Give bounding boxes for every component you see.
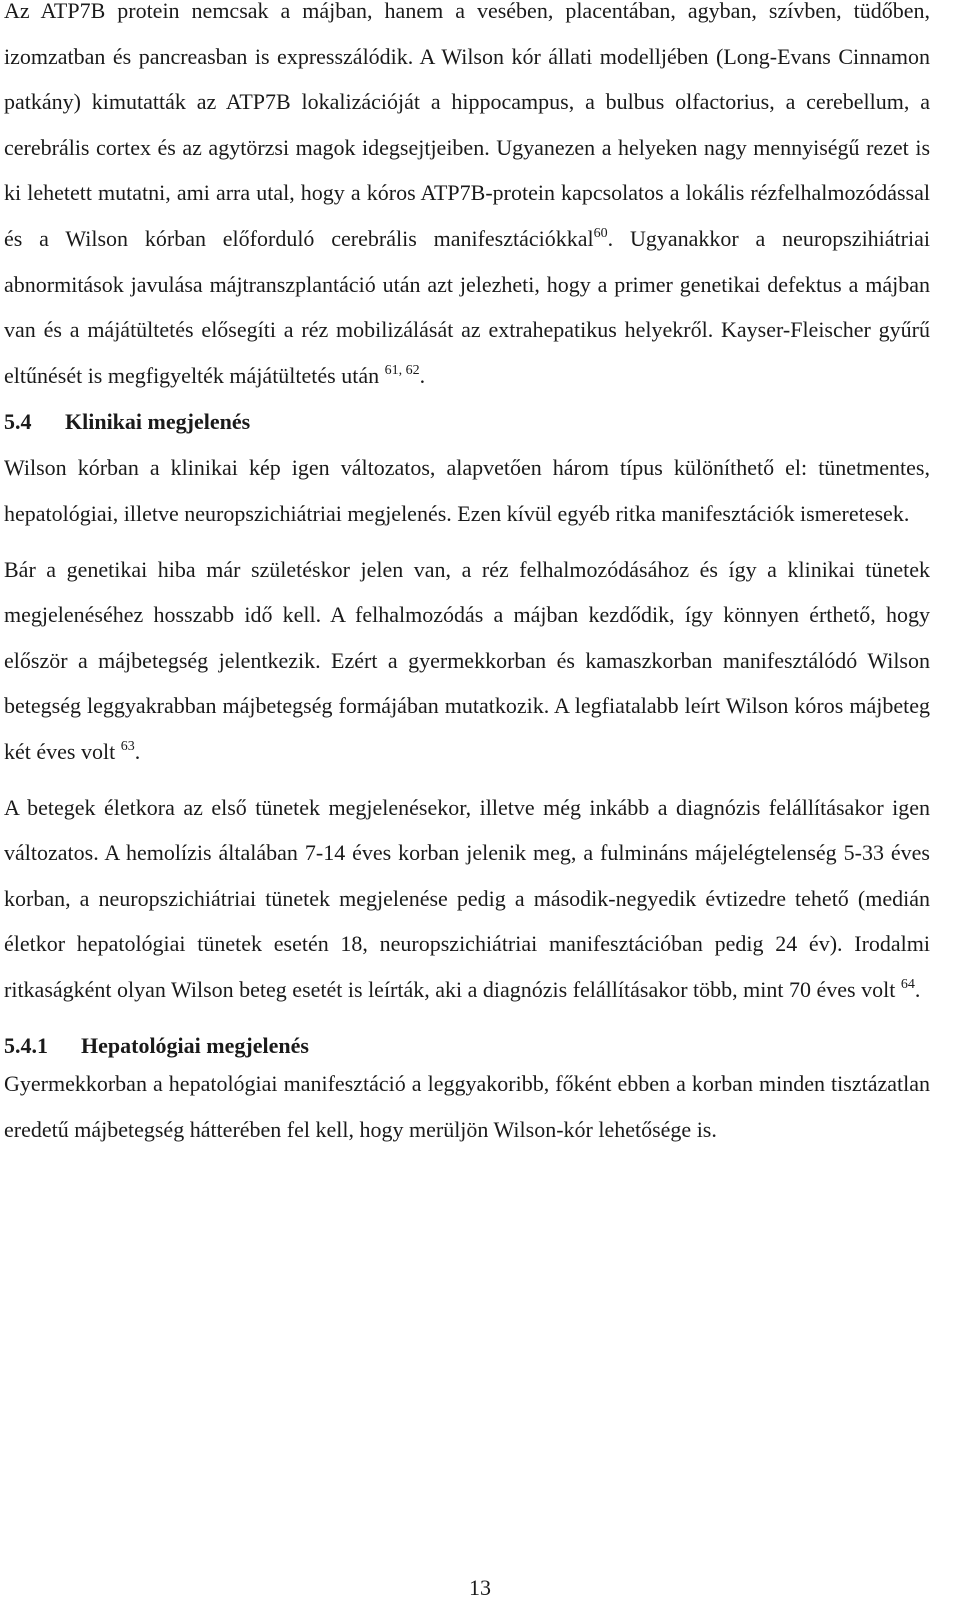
paragraph-text: Az ATP7B protein nemcsak a májban, hanem a vesében, placentában, agyban, szívben, tüdőben, izomzatban és pancreasban is expresszálódik. A Wilson kór állati modelljében (Long-Evans Cinnamon patkány) kimutatták az ATP7B lokalizációját a hippocampus, a bulbus olfactorius, a cerebellum, a cerebrális cortex és az agytörzsi magok idegsejtjeiben. Ugyanezen a helyeken nagy mennyiségű rezet is ki lehetett mutatni, ami arra utal, hogy a kóros ATP7B-protein kapcsolatos a lokális rézfelhalmozódással és a Wilson kórban előforduló cerebrális manifesztációkkal (4, 0, 930, 251)
paragraph-text: Gyermekkorban a hepatológiai manifesztáció a leggyakoribb, főként ebben a korban minden tisztázatlan eredetű májbetegség hátterében fel kell, hogy merüljön Wilson-kór lehetősége is. (4, 1071, 930, 1143)
paragraph-text: A betegek életkora az első tünetek megjelenésekor, illetve még inkább a diagnózis felállításakor igen változatos. A hemolízis általában 7-14 éves korban jelenik meg, a fulmináns májelégtelenség 5-33 éves korban, a neuropszichiátriai tünetek megjelenése pedig a második-negyedik évtizedre tehető (medián életkor hepatológiai tünetek esetén 18, neuropszichiátriai manifesztációban pedig 24 év). Irodalmi ritkaságként olyan Wilson beteg esetét is leírták, aki a diagnózis felállításakor több, mint 70 éves volt (4, 794, 930, 1002)
citation-61-62: 61, 62 (384, 362, 420, 378)
paragraph-age-at-onset (4, 785, 930, 1013)
section-heading (4, 409, 930, 435)
paragraph-text-end: . (134, 738, 141, 764)
page-number: 13 (469, 1575, 491, 1600)
citation-63: 63 (120, 738, 135, 754)
paragraph-childhood-manifestation (4, 1061, 930, 1152)
paragraph-text: Bár a genetikai hiba már születéskor jelen van, a réz felhalmozódásához és így a klinikai tünetek megjelenéséhez hosszabb idő kell. A felhalmozódás a májban kezdődik, így könnyen érthető, hogy először a májbetegség jelentkezik. Ezért a gyermekkorban és kamaszkorban manifesztálódó Wilson betegség leggyakrabban májbetegség formájában mutatkozik. A legfiatalabb leírt Wilson kóros májbeteg két éves volt (4, 556, 930, 764)
document-body (4, 0, 930, 1153)
section-title: Klinikai megjelenés (65, 409, 251, 435)
paragraph-genetic-defect (4, 547, 930, 775)
paragraph-clinical-picture (4, 445, 930, 536)
paragraph-text-end: . (419, 362, 426, 388)
citation-60: 60 (593, 225, 608, 241)
paragraph-text: Wilson kórban a klinikai kép igen változatos, alapvetően három típus különíthető el: tünetmentes, hepatológiai, illetve neuropszichiátriai megjelenés. Ezen kívül egyéb ritka manifesztációk ismeretesek. (4, 455, 930, 526)
paragraph-text-continued: . Ugyanakkor a neuropszihiátriai abnormitások javulása májtranszplantáció után azt jelezheti, hogy a primer genetikai defektus a májban van és a májátültetés elősegíti a réz mobilizálását az extrahepatikus helyekről. Kayser-Fleischer gyűrű eltűnését is megfigyelték májátültetés után (4, 225, 930, 388)
paragraph-text-end: . (914, 976, 921, 1002)
subsection-title: Hepatológiai megjelenés (81, 1033, 309, 1059)
section-number: 5.4 (4, 409, 32, 435)
citation-64: 64 (900, 976, 915, 992)
paragraph-atp7b-expression (4, 0, 930, 398)
subsection-heading (4, 1033, 930, 1059)
subsection-number: 5.4.1 (4, 1033, 48, 1059)
